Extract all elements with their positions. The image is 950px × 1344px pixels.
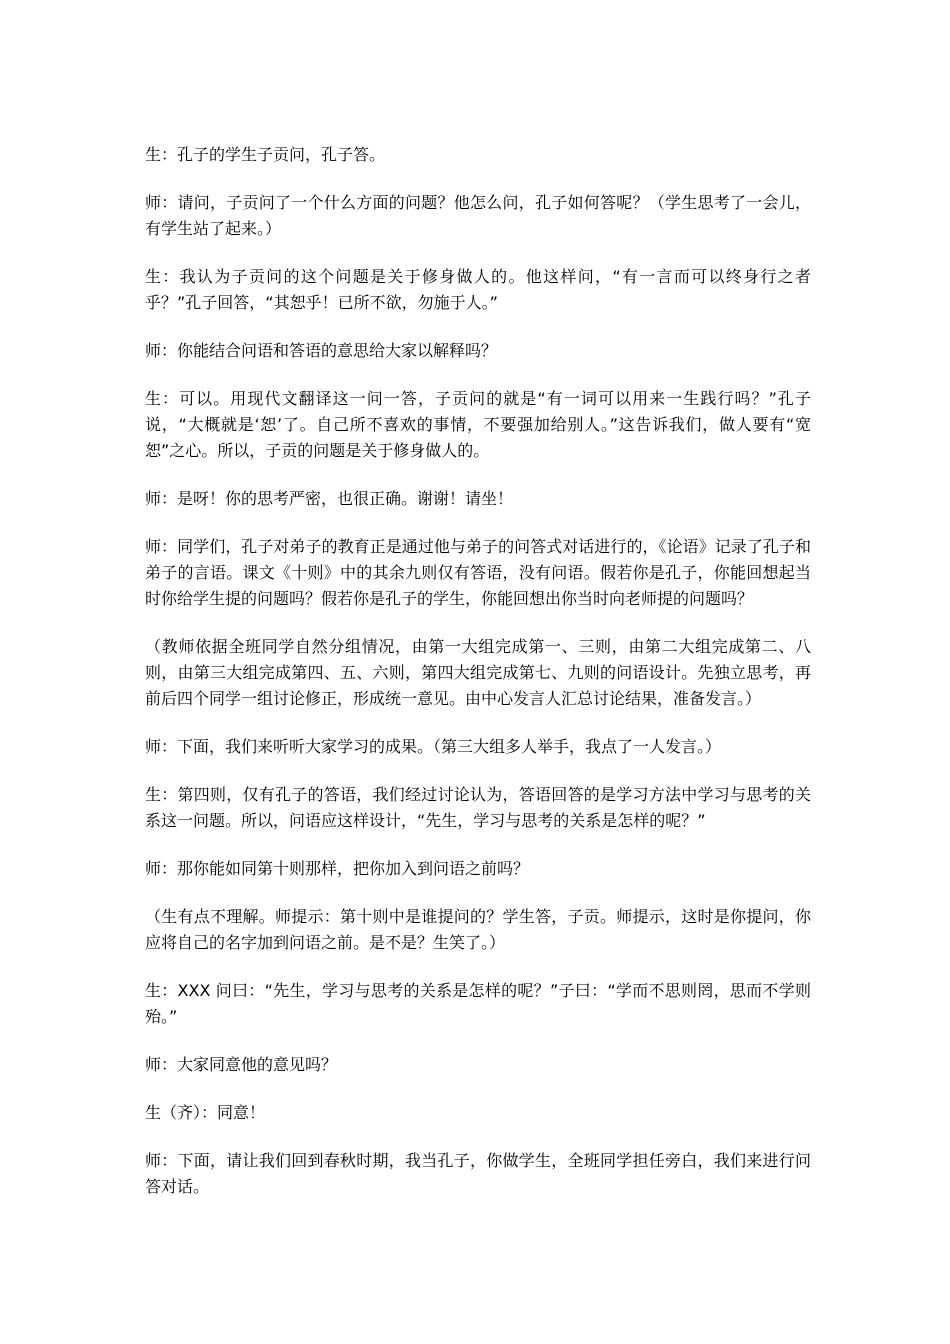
dialogue-paragraph: 师：同学们，孔子对弟子的教育正是通过他与弟子的问答式对话进行的，《论语》记录了孔子和弟子的言语。课文《十则》中的其余九则仅有答语，没有问语。假若你是孔子，你能回想起当时你给学生提的问题吗？假若你是孔子的学生，你能回想出你当时向老师提的问题吗？	[145, 537, 811, 608]
dialogue-paragraph: 师：是呀！你的思考严密，也很正确。谢谢！请坐！	[145, 489, 514, 508]
dialogue-paragraph: 生：第四则，仅有孔子的答语，我们经过讨论认为，答语回答的是学习方法中学习与思考的关系这一问题。所以，问语应这样设计，“先生，学习与思考的关系是怎样的呢？”	[145, 785, 811, 830]
dialogue-paragraph: 师：大家同意他的意见吗？	[145, 1055, 338, 1074]
dialogue-paragraph: 生：孔子的学生子贡问，孔子答。	[145, 145, 386, 164]
stage-note-paragraph: （生有点不理解。师提示：第十则中是谁提问的？学生答，子贡。师提示，这时是你提问，你应将自己的名字加到问语之前。是不是？生笑了。）	[145, 907, 811, 952]
stage-note-paragraph: （教师依据全班同学自然分组情况，由第一大组完成第一、三则，由第二大组完成第二、八则，由第三大组完成第四、五、六则，第四大组完成第七、九则的问语设计。先独立思考，再前后四个同学一组讨论修正，形成统一意见。由中心发言人汇总讨论结果，准备发言。）	[145, 637, 811, 708]
dialogue-paragraph: 师：下面，请让我们回到春秋时期，我当孔子，你做学生，全班同学担任旁白，我们来进行问答对话。	[145, 1151, 811, 1196]
dialogue-paragraph: 师：请问，子贡问了一个什么方面的问题？他怎么问，孔子如何答呢？（学生思考了一会儿，有学生站了起来。）	[145, 193, 811, 238]
document-body	[145, 142, 811, 1222]
dialogue-paragraph: 生（齐）：同意！	[145, 1103, 266, 1122]
dialogue-paragraph: 生：XXX 问曰：“先生，学习与思考的关系是怎样的呢？”子曰：“学而不思则罔，思而不学则殆。”	[145, 981, 811, 1026]
dialogue-paragraph: 师：那你能如同第十则那样，把你加入到问语之前吗？	[145, 859, 530, 878]
dialogue-paragraph: 生：我认为子贡问的这个问题是关于修身做人的。他这样问，“有一言而可以终身行之者乎？”孔子回答，“其恕乎！已所不欲，勿施于人。”	[145, 267, 811, 312]
dialogue-paragraph: 生：可以。用现代文翻译这一问一答，子贡问的就是“有一词可以用来一生践行吗？”孔子说，“大概就是‘恕’了。自己所不喜欢的事情，不要强加给别人。”这告诉我们，做人要有“宽恕”之心。所以，子贡的问题是关于修身做人的。	[145, 389, 811, 460]
dialogue-paragraph: 师：你能结合问语和答语的意思给大家以解释吗？	[145, 341, 498, 360]
dialogue-paragraph: 师：下面，我们来听听大家学习的成果。（第三大组多人举手，我点了一人发言。）	[145, 737, 722, 756]
